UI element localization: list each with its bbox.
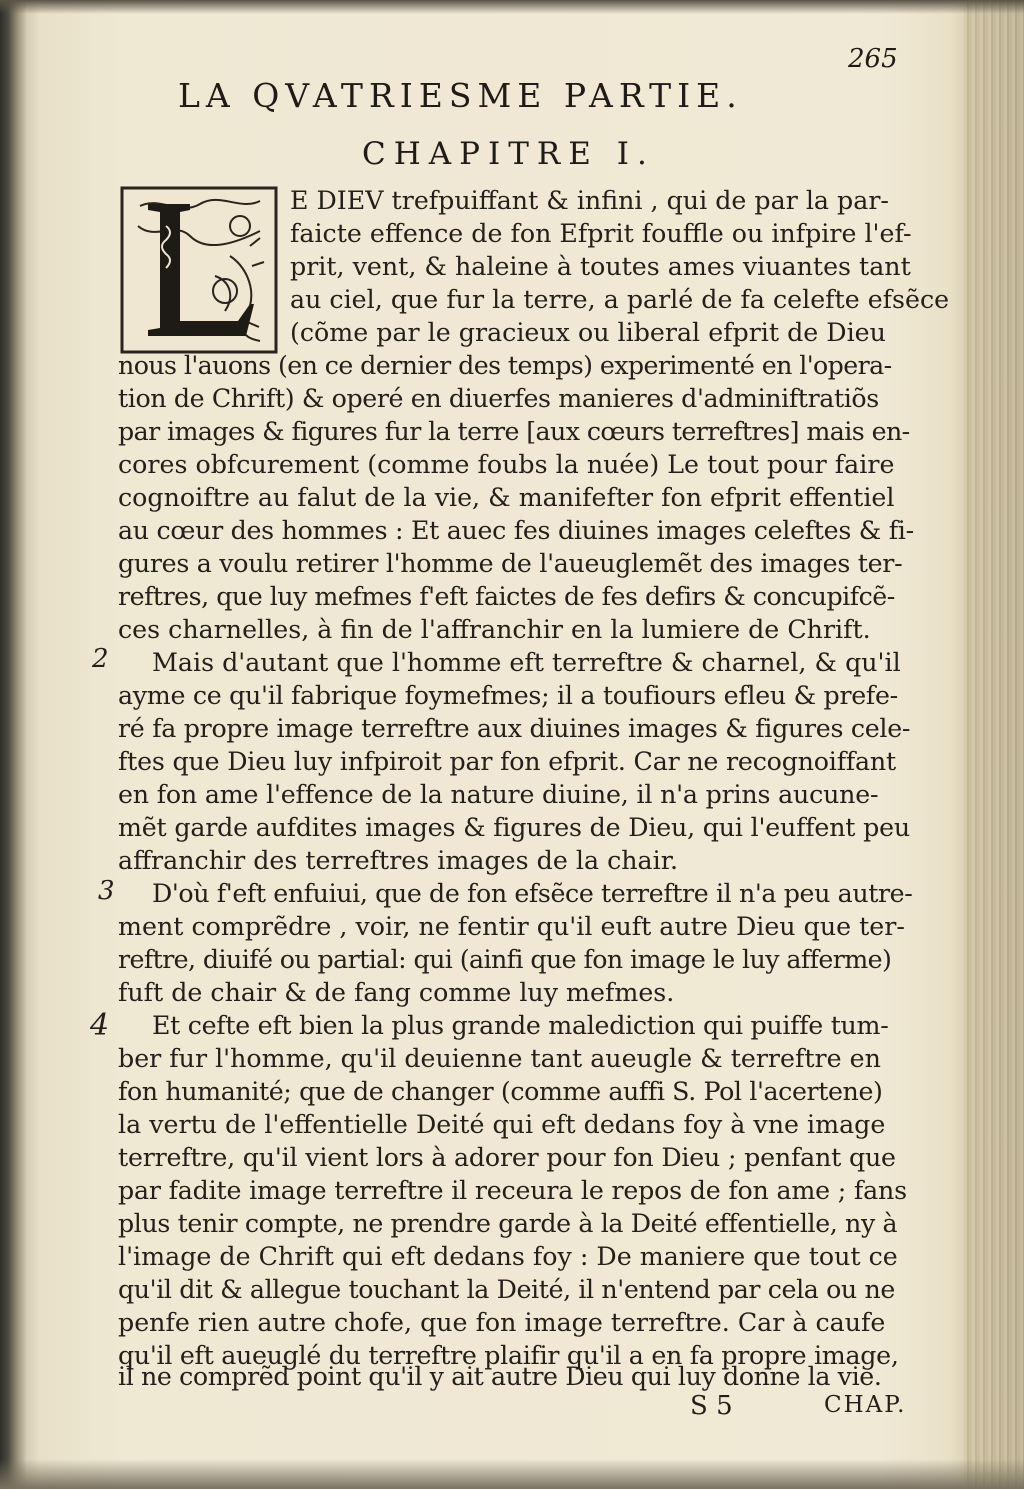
ornamental-initial-icon	[120, 186, 278, 354]
text-line: en fon ame l'effence de la nature diuine, il n'a prins aucune-	[118, 780, 879, 809]
text-line: qu'il dit & allegue touchant la Deité, il n'entend par cela ou ne	[118, 1275, 895, 1304]
text-line: faicte effence de fon Efprit fouffle ou infpire l'ef-	[290, 219, 912, 248]
text-line: qu'il eft aueuglé du terreftre plaifir qu'il a en fa propre image,	[118, 1341, 899, 1370]
left-page-edge	[0, 0, 26, 1489]
text-line: au ciel, que fur la terre, a parlé de fa celefte efsẽce	[290, 285, 950, 314]
text-line: ber fur l'homme, qu'il deuienne tant aueugle & terreftre en	[118, 1044, 881, 1073]
text-line: penfe rien autre chofe, que fon image terreftre. Car à caufe	[118, 1308, 886, 1337]
text-line: Et cefte eft bien la plus grande malediction qui puiffe tum-	[152, 1011, 889, 1040]
catchword: CHAP.	[824, 1392, 907, 1418]
text-line: terreftre, qu'il vient lors à adorer pour fon Dieu ; penfant que	[118, 1143, 896, 1172]
text-line: D'où f'eft enfuiui, que de fon efsẽce terreftre il n'a peu autre-	[152, 879, 913, 908]
text-line: cores obfcurement (comme foubs la nuée) Le tout pour faire	[118, 450, 895, 479]
text-line: mẽt garde aufdites images & figures de Dieu, qui l'euffent peu	[118, 813, 910, 842]
paragraph-number: 3	[98, 876, 115, 906]
text-line: affranchir des terreftres images de la chair.	[118, 846, 679, 875]
text-line: par images & figures fur la terre [aux cœurs terreftres] mais en-	[118, 417, 910, 446]
chapter-title: CHAPITRE I.	[362, 136, 655, 172]
text-line: au cœur des hommes : Et auec fes diuines images celeftes & fi-	[118, 516, 914, 545]
page-fore-edge	[964, 0, 1024, 1489]
text-line: prit, vent, & haleine à toutes ames viuantes tant	[290, 252, 911, 281]
text-line: ayme ce qu'il fabrique foymefmes; il a toufiours efleu & prefe-	[118, 681, 898, 710]
text-line: Mais d'autant que l'homme eft terreftre & charnel, & qu'il	[152, 648, 901, 677]
text-line: reftres, que luy mefmes f'eft faictes de fes defirs & concupifcẽ-	[118, 582, 895, 611]
text-line: fon humanité; que de changer (comme auffi S. Pol l'acertene)	[118, 1077, 883, 1106]
text-line: tion de Chrift) & operé en diuerfes manieres d'adminiftratiõs	[118, 384, 879, 413]
paragraph-number: 2	[92, 644, 109, 674]
text-line: la vertu de l'effentielle Deité qui eft dedans foy à vne image	[118, 1110, 886, 1139]
text-line: par fadite image terreftre il receura le repos de fon ame ; fans	[118, 1176, 907, 1205]
text-line: fuft de chair & de fang comme luy mefmes.	[118, 978, 675, 1007]
bottom-shadow	[0, 1459, 1024, 1489]
decorated-initial-l	[120, 186, 278, 354]
text-line: plus tenir compte, ne prendre garde à la Deité effentielle, ny à	[118, 1209, 898, 1238]
running-head: LA QVATRIESME PARTIE.	[178, 76, 743, 115]
text-line: gures a voulu retirer l'homme de l'aueuglemẽt des images ter-	[118, 549, 903, 578]
text-line: l'image de Chrift qui eft dedans foy : De maniere que tout ce	[118, 1242, 898, 1271]
signature-mark: S 5	[690, 1391, 733, 1421]
text-line: ré fa propre image terreftre aux diuines images & figures cele-	[118, 714, 911, 743]
paragraph-number: 4	[90, 1008, 110, 1043]
text-line: ftes que Dieu luy infpiroit par fon efprit. Car ne recognoiffant	[118, 747, 896, 776]
text-line: reftre, diuifé ou partial: qui (ainfi que fon image le luy afferme)	[118, 945, 892, 974]
text-line: E DIEV trefpuiffant & infini , qui de par la par-	[290, 186, 889, 215]
text-line: ment comprẽdre , voir, ne fentir qu'il euft autre Dieu que ter-	[118, 912, 905, 941]
top-shadow	[0, 0, 1024, 14]
text-line: nous l'auons (en ce dernier des temps) experimenté en l'opera-	[118, 351, 892, 380]
text-line: ces charnelles, à fin de l'affranchir en la lumiere de Chrift.	[118, 615, 871, 644]
page-number: 265	[848, 44, 898, 74]
text-line: cognoiftre au falut de la vie, & manifefter fon efprit effentiel	[118, 483, 895, 512]
text-line: il ne comprẽd point qu'il y ait autre Dieu qui luy donne la vie.	[118, 1362, 882, 1391]
text-line: (cõme par le gracieux ou liberal efprit de Dieu	[290, 318, 886, 347]
